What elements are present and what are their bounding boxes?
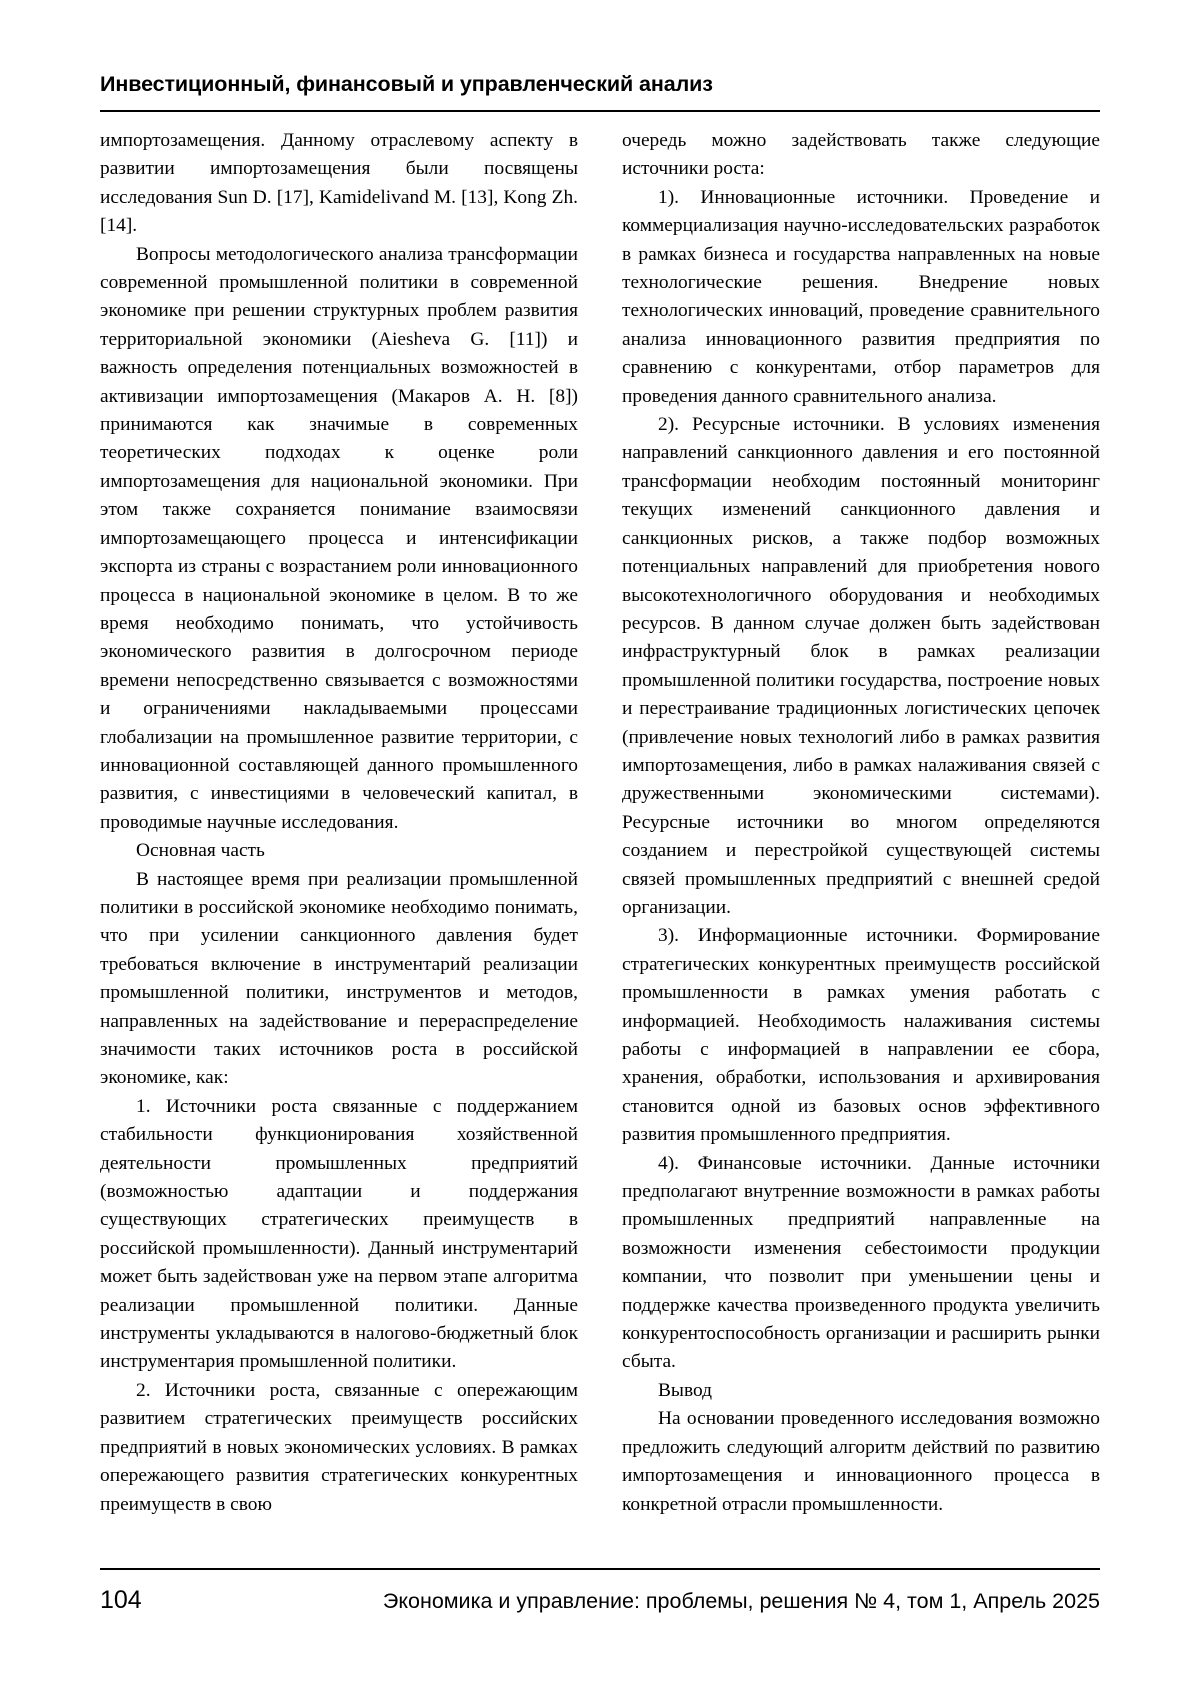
- two-column-body: [100, 127, 1100, 1519]
- list-item: 1). Инновационные источники. Проведение и коммерциализация научно-исследовательских разработок в рамках бизнеса и государства направленных на новые технологические решения. Внедрение новых технологических инноваций, проведение сравнительного анализа инновационного развития предприятия по сравнению с конкурентами, отбор параметров для проведения данного сравнительного анализа.: [622, 186, 1100, 407]
- list-item: 4). Финансовые источники. Данные источники предполагают внутренние возможности в рамках работы промышленных предприятий направленные на возможности изменения себестоимости продукции компании, что позволит при уменьшении цены и поддержке качества произведенного продукта увеличить конкурентоспособность организации и расширить рынки сбыта.: [622, 1152, 1100, 1373]
- list-item: 2). Ресурсные источники. В условиях изменения направлений санкционного давления и его постоянной трансформации необходим постоянный мониторинг текущих изменений санкционного давления и санкционных рисков, а также подбор возможных потенциальных направлений для приобретения нового высокотехнологичного оборудования и необходимых ресурсов. В данном случае должен быть задействован инфраструктурный блок в рамках реализации промышленной политики государства, построение новых и перестраивание традиционных логистических цепочек (привлечение новых технологий либо в рамках развития импортозамещения, либо в рамках налаживания связей с дружественными экономическими системами). Ресурсные источники во многом определяются созданием и перестройкой существующей системы связей промышленных предприятий с внешней средой организации.: [622, 414, 1100, 918]
- paragraph: На основании проведенного исследования возможно предложить следующий алгоритм действий по развитию импортозамещения и инновационного процесса в конкретной отрасли промышленности.: [622, 1408, 1100, 1515]
- list-item: 2. Источники роста, связанные с опережающим развитием стратегических преимуществ российских предприятий в новых экономических условиях. В рамках опережающего развития стратегических конкурентных преимуществ в свою: [100, 1379, 578, 1515]
- paragraph: очередь можно задействовать также следующие источники роста:: [622, 130, 1100, 180]
- section-heading-main-part: Основная часть: [136, 840, 265, 862]
- left-column: [100, 127, 578, 1519]
- list-item: 1. Источники роста связанные с поддержанием стабильности функционирования хозяйственной деятельности промышленных предприятий (возможностью адаптации и поддержания существующих стратегических преимуществ в российской промышленности). Данный инструментарий может быть задействован уже на первом этапе алгоритма реализации промышленной политики. Данные инструменты укладываются в налогово-бюджетный блок инструментария промышленной политики.: [100, 1095, 578, 1373]
- list-item: 3). Информационные источники. Формирование стратегических конкурентных преимуществ российской промышленности в рамках умения работать с информацией. Необходимость налаживания системы работы с информацией в направлении ее сбора, хранения, обработки, использования и архивирования становится одной из базовых основ эффективного развития промышленного предприятия.: [622, 925, 1100, 1146]
- page-number: 104: [100, 1586, 142, 1614]
- footer-divider: [100, 1568, 1100, 1570]
- paragraph: импортозамещения. Данному отраслевому аспекту в развитии импортозамещения были посвящены исследования Sun D. [17], Kamidelivand M. [13], Kong Zh. [14].: [100, 130, 578, 237]
- paragraph: В настоящее время при реализации промышленной политики в российской экономике необходимо понимать, что при усилении санкционного давления будет требоваться включение в инструментарий реализации промышленной политики, инструментов и методов, направленных на задействование и перераспределение значимости таких источников роста в российской экономике, как:: [100, 868, 578, 1089]
- right-column: [622, 127, 1100, 1519]
- section-heading-conclusion: Вывод: [658, 1379, 712, 1401]
- running-header: Инвестиционный, финансовый и управленческий анализ: [100, 72, 713, 96]
- journal-reference: Экономика и управление: проблемы, решения № 4, том 1, Апрель 2025: [382, 1589, 1100, 1613]
- header-divider: [100, 110, 1100, 112]
- page-footer: [100, 1586, 1100, 1615]
- paragraph: Вопросы методологического анализа трансформации современной промышленной политики в современной экономике при решении структурных проблем развития территориальной экономики (Aiesheva G. [11]) и важность определения потенциальных возможностей в активизации импортозамещения (Макаров А. Н. [8]) принимаются как значимые в современных теоретических подходах к оценке роли импортозамещения для национальной экономики. При этом также сохраняется понимание взаимосвязи импортозамещающего процесса и интенсификации экспорта из страны с возрастанием роли инновационного процесса в национальной экономике в целом. В то же время необходимо понимать, что устойчивость экономического развития в долгосрочном периоде времени непосредственно связывается с возможностями и ограничениями накладываемыми процессами глобализации на промышленное развитие территории, с инновационной составляющей данного промышленного развития, с инвестициями в человеческий капитал, в проводимые научные исследования.: [100, 243, 578, 833]
